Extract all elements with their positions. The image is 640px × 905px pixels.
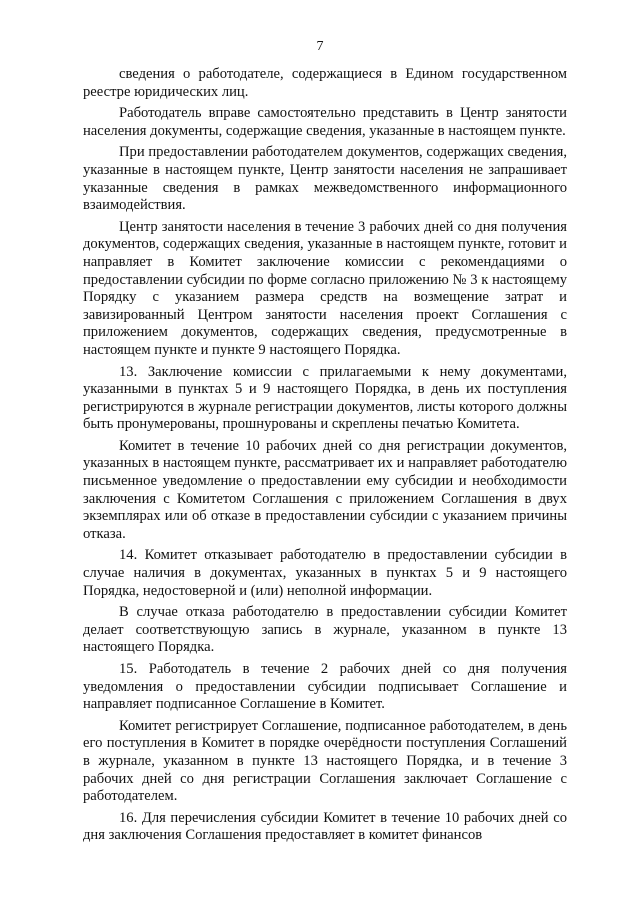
paragraph-7: 14. Комитет отказывает работодателю в предоставлении субсидии в случае наличия в документах, указанных в пунктах 5 и 9 настоящего Порядка, недостоверной и (или) неполной информации. [83, 547, 567, 599]
paragraph-1: сведения о работодателе, содержащиеся в Едином государственном реестре юридических лиц. [83, 66, 567, 100]
page-number: 7 [316, 39, 324, 54]
paragraph-10: Комитет регистрирует Соглашение, подписанное работодателем, в день его поступления в Комитет в порядке очерёдности поступления Соглашений в журнале, указанном в пункте 13 настоящего Порядка, и в течение 3 рабочих дней со дня регистрации Соглашения заключает Соглашение с работодателем. [83, 717, 567, 805]
paragraph-5: 13. Заключение комиссии с прилагаемыми к нему документами, указанными в пунктах 5 и 9 настоящего Порядка, в день их поступления регистрируются в журнале регистрации документов, листы которого должны быть пронумерованы, прошнурованы и скреплены печатью Комитета. [83, 363, 567, 433]
paragraph-8: В случае отказа работодателю в предоставлении субсидии Комитет делает соответствующую запись в журнале, указанном в пункте 13 настоящего Порядка. [83, 604, 567, 656]
paragraph-2: Работодатель вправе самостоятельно представить в Центр занятости населения документы, содержащие сведения, указанные в настоящем пункте. [83, 105, 567, 139]
paragraph-11: 16. Для перечисления субсидии Комитет в течение 10 рабочих дней со дня заключения Соглашения предоставляет в комитет финансов [83, 809, 567, 844]
document-text [83, 66, 567, 849]
paragraph-6: Комитет в течение 10 рабочих дней со дня регистрации документов, указанных в настоящем пункте, рассматривает их и направляет работодателю письменное уведомление о предоставлении ему субсидии и необходимости заключения с Комитетом Соглашения с приложением Соглашения в двух экземплярах или об отказе в предоставлении субсидии с указанием причины отказа. [83, 437, 567, 542]
paragraph-3: При предоставлении работодателем документов, содержащих сведения, указанные в настоящем пункте, Центр занятости населения не запрашивает указанные сведения в рамках межведомственного информационного взаимодействия. [83, 144, 567, 214]
paragraph-9: 15. Работодатель в течение 2 рабочих дней со дня получения уведомления о предоставлении субсидии подписывает Соглашение и направляет подписанное Соглашение в Комитет. [83, 661, 567, 713]
paragraph-4: Центр занятости населения в течение 3 рабочих дней со дня получения документов, содержащих сведения, указанные в настоящем пункте, готовит и направляет в Комитет заключение комиссии с рекомендациями о предоставлении субсидии по форме согласно приложению № 3 к настоящему Порядку с указанием размера средств на возмещение затрат и завизированный Центром занятости населения проект Соглашения с приложением документов, содержащих сведения, предусмотренные в настоящем пункте и пункте 9 настоящего Порядка. [83, 218, 567, 358]
